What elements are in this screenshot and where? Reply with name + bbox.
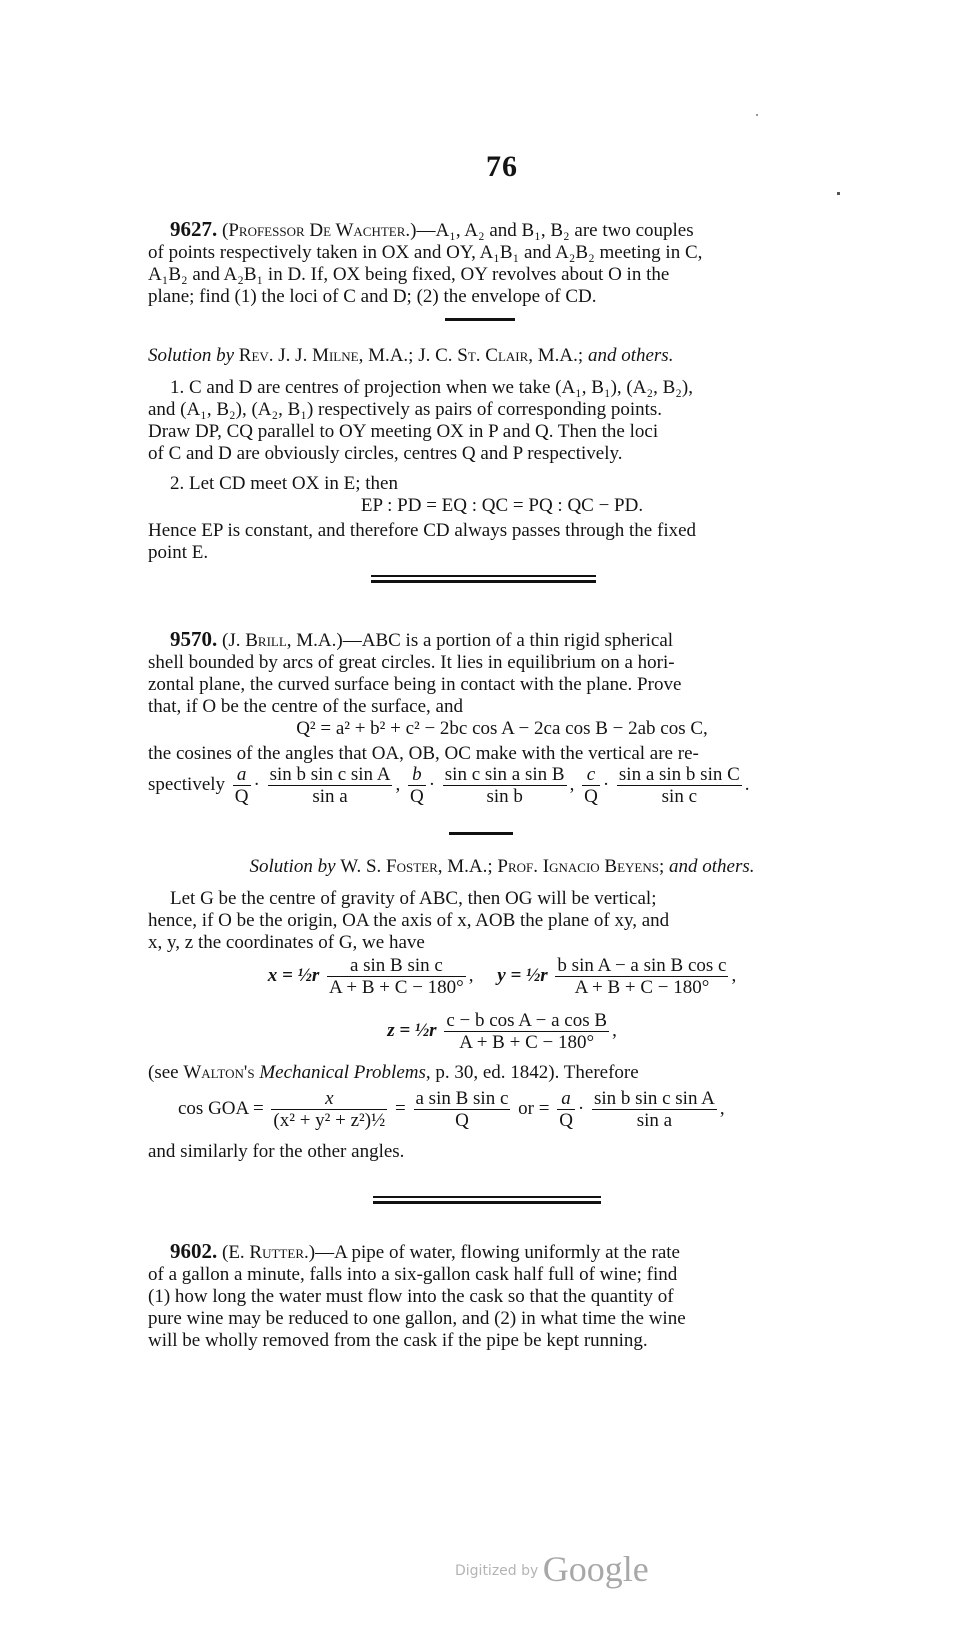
watermark-prefix: Digitized by [455, 1563, 539, 1579]
text-line: Hence EP is constant, and therefore CD always passes through the fixed [148, 520, 697, 541]
text-line: 1. C and D are centres of projection when we take (A₁, B₁), (A₂, B₂), [170, 377, 693, 398]
text-line: will be wholly removed from the cask if the pipe be kept running. [148, 1330, 648, 1351]
question-number: 9570. [170, 627, 218, 651]
reference-title: Mechanical Problems [259, 1062, 426, 1083]
eq-lhs: y = ½r [497, 964, 548, 986]
cos-goa-equation: cos GOA = $\frac{x}{\text{(x² + y² + z²)½}}$ = $\frac{\text{a sin B sin c}}{Q}$ or = $\frac{a}{Q}$ · $\frac{\text{sin b sin c sin A}}{\text{sin a}}$ , [178, 1088, 725, 1131]
text-line: pure wine may be reduced to one gallon, and (2) in what time the wine [148, 1308, 686, 1329]
equation: Q² = a² + b² + c² − 2bc cos A − 2ca cos B − 2ab cos C, [296, 718, 708, 739]
fraction: $\frac{c}{Q}$ [584, 764, 598, 807]
text-line: —ABC is a portion of a thin rigid spherical [342, 630, 674, 651]
reference-author: Walton's [183, 1062, 255, 1083]
question-9627 [148, 218, 856, 308]
fraction: $\frac{\text{sin b sin c sin A}}{\text{sin a}}$ [594, 1088, 715, 1131]
question-9627-first-line [148, 218, 856, 242]
text-line: zontal plane, the curved surface being in contact with the plane. Prove [148, 674, 682, 695]
fraction: $\frac{\text{a sin B sin c}}{Q}$ [415, 1088, 509, 1131]
equation: EP : PD = EQ : QC = PQ : QC − PD. [360, 495, 644, 516]
page-number: 76 [486, 150, 518, 183]
text-line: Draw DP, CQ parallel to OY meeting OX in P and Q. Then the loci [148, 421, 659, 442]
solution-9570 [148, 856, 856, 954]
fraction: $\frac{\text{sin a sin b sin C}}{\text{sin c}}$ [618, 764, 740, 807]
fraction: $\frac{\text{sin b sin c sin A}}{\text{sin a}}$ [269, 764, 391, 807]
question-author: (J. Brill, M.A.) [222, 630, 343, 651]
section-divider [445, 318, 515, 321]
question-author: (Professor De Wachter.) [222, 220, 417, 241]
text-line: —A₁, A₂ and B₁, B₂ are two couples [416, 220, 694, 241]
text-fragment: spectively [148, 773, 226, 795]
section-divider-double [373, 1196, 601, 1204]
heading-prefix: Solution by [148, 345, 235, 366]
fraction: $\frac{a}{Q}$ [234, 764, 249, 807]
fraction: $\frac{\text{c − b cos A − a cos B}}{A + B + C - 180^\circ}$ [446, 1010, 608, 1053]
text-line: plane; find (1) the loci of C and D; (2) the envelope of CD. [148, 286, 597, 307]
fraction: $\frac{\text{a sin B sin c}}{A + B + C - 180^\circ}$ [329, 955, 464, 998]
solution-heading [148, 856, 856, 878]
eq-lhs: x = ½r [267, 964, 320, 986]
digitized-by-google-watermark [455, 1548, 649, 1590]
text-line: of a gallon a minute, falls into a six-gallon cask half full of wine; find [148, 1264, 678, 1285]
heading-suffix: and others. [669, 856, 755, 877]
scan-speck [756, 114, 758, 116]
question-number: 9602. [170, 1239, 218, 1263]
eq-lhs: z = ½r [387, 1019, 437, 1041]
heading-prefix: Solution by [249, 856, 336, 877]
question-number: 9627. [170, 217, 218, 241]
eq-lhs: cos GOA = [178, 1097, 264, 1119]
text-line: shell bounded by arcs of great circles. It lies in equilibrium on a hori- [148, 652, 675, 673]
question-9602 [148, 1240, 856, 1352]
fraction: $\frac{x}{\text{(x² + y² + z²)½}}$ [273, 1088, 386, 1131]
text-line: Let G be the centre of gravity of ABC, then OG will be vertical; [170, 888, 657, 909]
section-divider-double [371, 575, 596, 583]
fraction: $\frac{a}{Q}$ [559, 1088, 573, 1131]
fraction: $\frac{b}{Q}$ [409, 764, 424, 807]
solution-heading [148, 345, 856, 367]
fraction: $\frac{\text{sin c sin a sin B}}{\text{sin b}}$ [444, 764, 565, 807]
solution-9627 [148, 345, 856, 564]
google-logo-text: Google [542, 1549, 649, 1589]
text-line: that, if O be the centre of the surface, and [148, 696, 463, 717]
text-line: and (A₁, B₂), (A₂, B₁) respectively as pairs of corresponding points. [148, 399, 663, 420]
question-9570-first-line [148, 628, 856, 652]
question-9570 [148, 628, 856, 765]
solver-names: W. S. Foster, M.A.; Prof. Ignacio Beyens; [340, 856, 665, 877]
text-line: —A pipe of water, flowing uniformly at the rate [315, 1242, 680, 1263]
text-line: A₁B₂ and A₂B₁ in D. If, OX being fixed, OY revolves about O in the [148, 264, 670, 285]
scan-speck [837, 192, 840, 195]
text-line: of C and D are obviously circles, centres Q and P respectively. [148, 443, 623, 464]
text-line: the cosines of the angles that OA, OB, OC make with the vertical are re- [148, 743, 699, 764]
text-line: x, y, z the coordinates of G, we have [148, 932, 425, 953]
text-line: (1) how long the water must flow into the cask so that the quantity of [148, 1286, 674, 1307]
equation-z: z = ½r $\frac{\text{c − b cos A − a cos B}}{A + B + C - 180^\circ}$ , [387, 1010, 617, 1053]
reference-line [148, 1062, 856, 1084]
question-9602-first-line [148, 1240, 856, 1264]
text-line: of points respectively taken in OX and OY, A₁B₁ and A₂B₂ meeting in C, [148, 242, 703, 263]
text-line: hence, if O be the origin, OA the axis of x, AOB the plane of xy, and [148, 910, 670, 931]
fraction: $\frac{\text{b sin A − a sin B cos c}}{A + B + C - 180^\circ}$ [557, 955, 727, 998]
cosines-line: spectively $\frac{a}{Q}$ · $\frac{\text{sin b sin c sin A}}{\text{sin a}}$ , $\frac{b}{Q}$ · $\frac{\text{sin c sin a sin B}}{\text{sin b}}$ , $\frac{c}{Q}$ · $\frac{\text{sin a sin b sin C}}{\text{sin c}}$ . [148, 764, 750, 807]
question-author: (E. Rutter.) [222, 1242, 316, 1263]
closing-line [148, 1141, 856, 1163]
text-line: 2. Let CD meet OX in E; then [170, 473, 398, 494]
equations-x-y: x = ½r $\frac{\text{a sin B sin c}}{A + B + C - 180^\circ}$ , y = ½r $\frac{\text{b sin A − a sin B cos c}}{A + B + C - 180^\circ}$ , [267, 955, 737, 998]
heading-suffix: and others. [587, 345, 674, 366]
solver-names: Rev. J. J. Milne, M.A.; J. C. St. Clair, M.A.; [238, 345, 584, 366]
section-divider [449, 832, 513, 835]
text-line: (see Walton's Mechanical Problems, p. 30, ed. 1842). Therefore [148, 1062, 639, 1083]
text-line: point E. [148, 542, 209, 563]
text-line: and similarly for the other angles. [148, 1141, 405, 1162]
